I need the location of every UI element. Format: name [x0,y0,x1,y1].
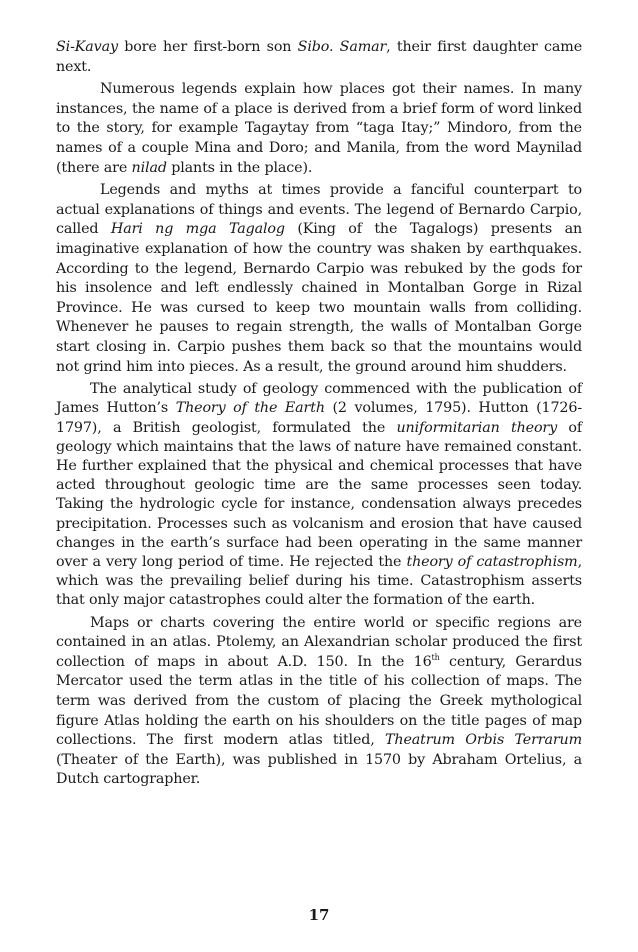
superscript-text: th [431,652,440,662]
italic-text: uniformitarian theory [396,419,558,436]
italic-text: Hari ng mga Tagalog [110,221,285,238]
text-run: , which was the prevailing belief during his time. Catastrophism asserts that only major catastrophes could alter the formation of the earth. [56,553,582,609]
text-run: (King of the Tagalogs) presents an imaginative explanation of how the country was shaken by earthquakes. According to the legend, Bernardo Carpio was rebuked by the gods for his insolence and left endlessly chained in Montalban Gorge in Rizal Province. He was cursed to keep two mountain walls from colliding. Whenever he pauses to regain strength, the walls of Montalban Gorge start closing in. Carpio pushes them back so that the mountains would not grind him into pieces. As a result, the ground around him shudders. [56,221,582,375]
text-run: century, Gerardus Mercator used the term atlas in the title of his collection of maps. The term was derived from the custom of placing the Greek mythological figure Atlas holding the earth on his shoulders on the title pages of map collections. The first modern atlas titled, [56,653,582,749]
italic-text: Theatrum Orbis Terrarum [385,732,582,749]
page-number: 17 [308,906,330,924]
text-run: Maps or charts covering the entire world or specific regions are contained in an atlas. Ptolemy, an Alexandrian scholar produced the first collection of maps in about A.D. 150. In the 16 [56,614,582,670]
text-run: The analytical study of geology commenced with the publication of James Hutton’s [56,381,582,417]
text-run: Legends and myths at times provide a fanciful counterpart to actual explanations of things and events. The legend of Bernardo Carpio, called [56,182,582,238]
italic-text: nilad [131,159,167,176]
text-run: plants in the place). [166,159,313,176]
text-run: bore her first-born son [117,39,298,55]
paragraph-atlas [56,614,582,790]
paragraph-place-names [56,80,582,178]
text-run: , their first daughter came next. [56,39,583,75]
italic-text: Theory of the Earth [175,400,325,417]
paragraph-continuation [56,38,582,77]
text-run: (2 volumes, 1795). Hutton (1726-1797), a British geologist, formulated the [56,400,583,436]
text-run: Numerous legends explain how places got their names. In many instances, the name of a place is derived from a brief form of word linked to the story, for example Tagaytay from “taga Itay;” Mindoro, from the names of a couple Mina and Doro; and Manila, from the word Maynilad (there are [56,81,582,176]
text-run: of geology which maintains that the laws of nature have remained constant. He further explained that the physical and chemical processes that have acted throughout geologic time are the same processes seen today. Taking the hydrologic cycle for instance, condensation always precedes precipitation. Processes such as volcanism and erosion that have caused changes in the earth’s surface had been operating in the same manner over a very long period of time. He rejected the [56,419,582,570]
paragraph-bernardo-carpio [56,181,582,377]
paragraph-hutton-geology [56,380,582,610]
italic-text: Si-Kavay [56,39,118,55]
italic-text: Sibo. Samar [297,39,387,55]
text-run: (Theater of the Earth), was published in 1570 by Abraham Ortelius, a Dutch cartographer. [56,751,582,788]
page-body [56,38,582,793]
italic-text: theory of catastrophism [406,553,578,570]
